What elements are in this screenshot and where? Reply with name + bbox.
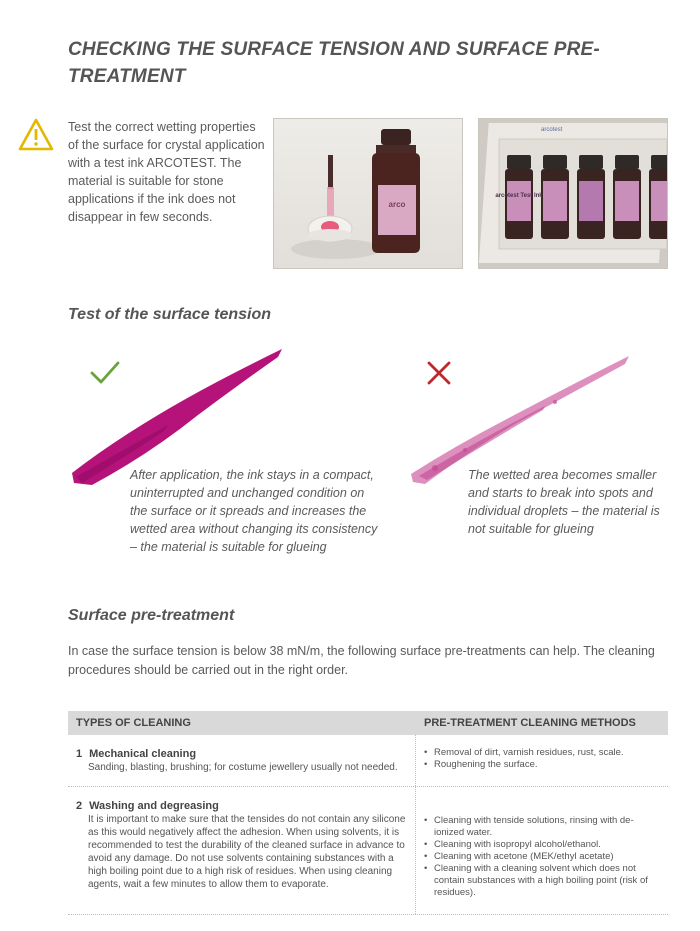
test-ink-kit-photo xyxy=(478,118,668,269)
box-label: arcotest xyxy=(541,127,563,133)
cleaning-table xyxy=(68,711,668,915)
cleaning-type-desc: It is important to make sure that the tensides do not contain any silicone as this would negatively affect the adhesion. When using solvents, it is recommended to test the durability of the cleaned surface in advance to avoid any damage. Do not use solvents containing substances with a high boiling point due to a high risk of residues. When using cleaning agents, wait a few minutes to allow them to evaporate. xyxy=(88,814,406,890)
method-item: • Removal of dirt, varnish residues, rust, scale. xyxy=(424,747,662,759)
bad-result-caption: The wetted area becomes smaller and starts to break into spots and individual droplets – the material is not suitable for glueing xyxy=(468,468,660,536)
good-result-caption: After application, the ink stays in a compact, uninterrupted and unchanged condition on the surface or it spreads and increases the wetted area without changing its consistency – the material is suitable for glueing xyxy=(130,468,378,554)
cleaning-type-title: 1 Mechanical cleaning xyxy=(76,748,197,760)
cleaning-type-cell xyxy=(68,735,416,786)
method-item: • Roughening the surface. xyxy=(424,759,662,771)
table-header xyxy=(68,711,668,735)
pretreatment-text: In case the surface tension is below 38 mN/m, the following surface pre-treatments can help. The cleaning procedures should be carried out in the right order. xyxy=(68,644,655,677)
column-header-types: TYPES OF CLEANING xyxy=(76,717,191,729)
method-item: • Cleaning with a cleaning solvent which does not contain substances with a high boiling point (risk of residues). xyxy=(424,863,662,899)
test-section-heading: Test of the surface tension xyxy=(68,306,271,323)
cleaning-type-desc: Sanding, blasting, brushing; for costume jewellery usually not needed. xyxy=(88,762,398,773)
table-row xyxy=(68,787,668,915)
cleaning-type-title: 2 Washing and degreasing xyxy=(76,800,219,812)
method-item: • Cleaning with tenside solutions, rinsing with de-ionized water. xyxy=(424,815,662,839)
cleaning-methods-cell xyxy=(416,787,668,914)
pretreatment-heading: Surface pre-treatment xyxy=(68,607,235,624)
test-ink-bottle-photo xyxy=(273,118,463,269)
vial-label: arcotest Test Ink xyxy=(495,193,543,199)
table-row xyxy=(68,735,668,787)
method-item: • Cleaning with acetone (MEK/ethyl acetate) xyxy=(424,851,662,863)
column-header-methods: PRE-TREATMENT CLEANING METHODS xyxy=(424,717,636,729)
method-item: • Cleaning with isopropyl alcohol/ethanol. xyxy=(424,839,662,851)
page-title: CHECKING THE SURFACE TENSION AND SURFACE PRE-TREATMENT xyxy=(68,39,600,87)
cleaning-type-cell xyxy=(68,787,416,914)
bottle-label: arco xyxy=(388,200,406,209)
cleaning-methods-cell xyxy=(416,735,668,786)
intro-text: Test the correct wetting properties of the surface for crystal application with a test ink ARCOTEST. The material is suitable for stone applications if the ink does not disappear in few seconds. xyxy=(68,120,265,224)
warning-icon xyxy=(18,118,54,151)
